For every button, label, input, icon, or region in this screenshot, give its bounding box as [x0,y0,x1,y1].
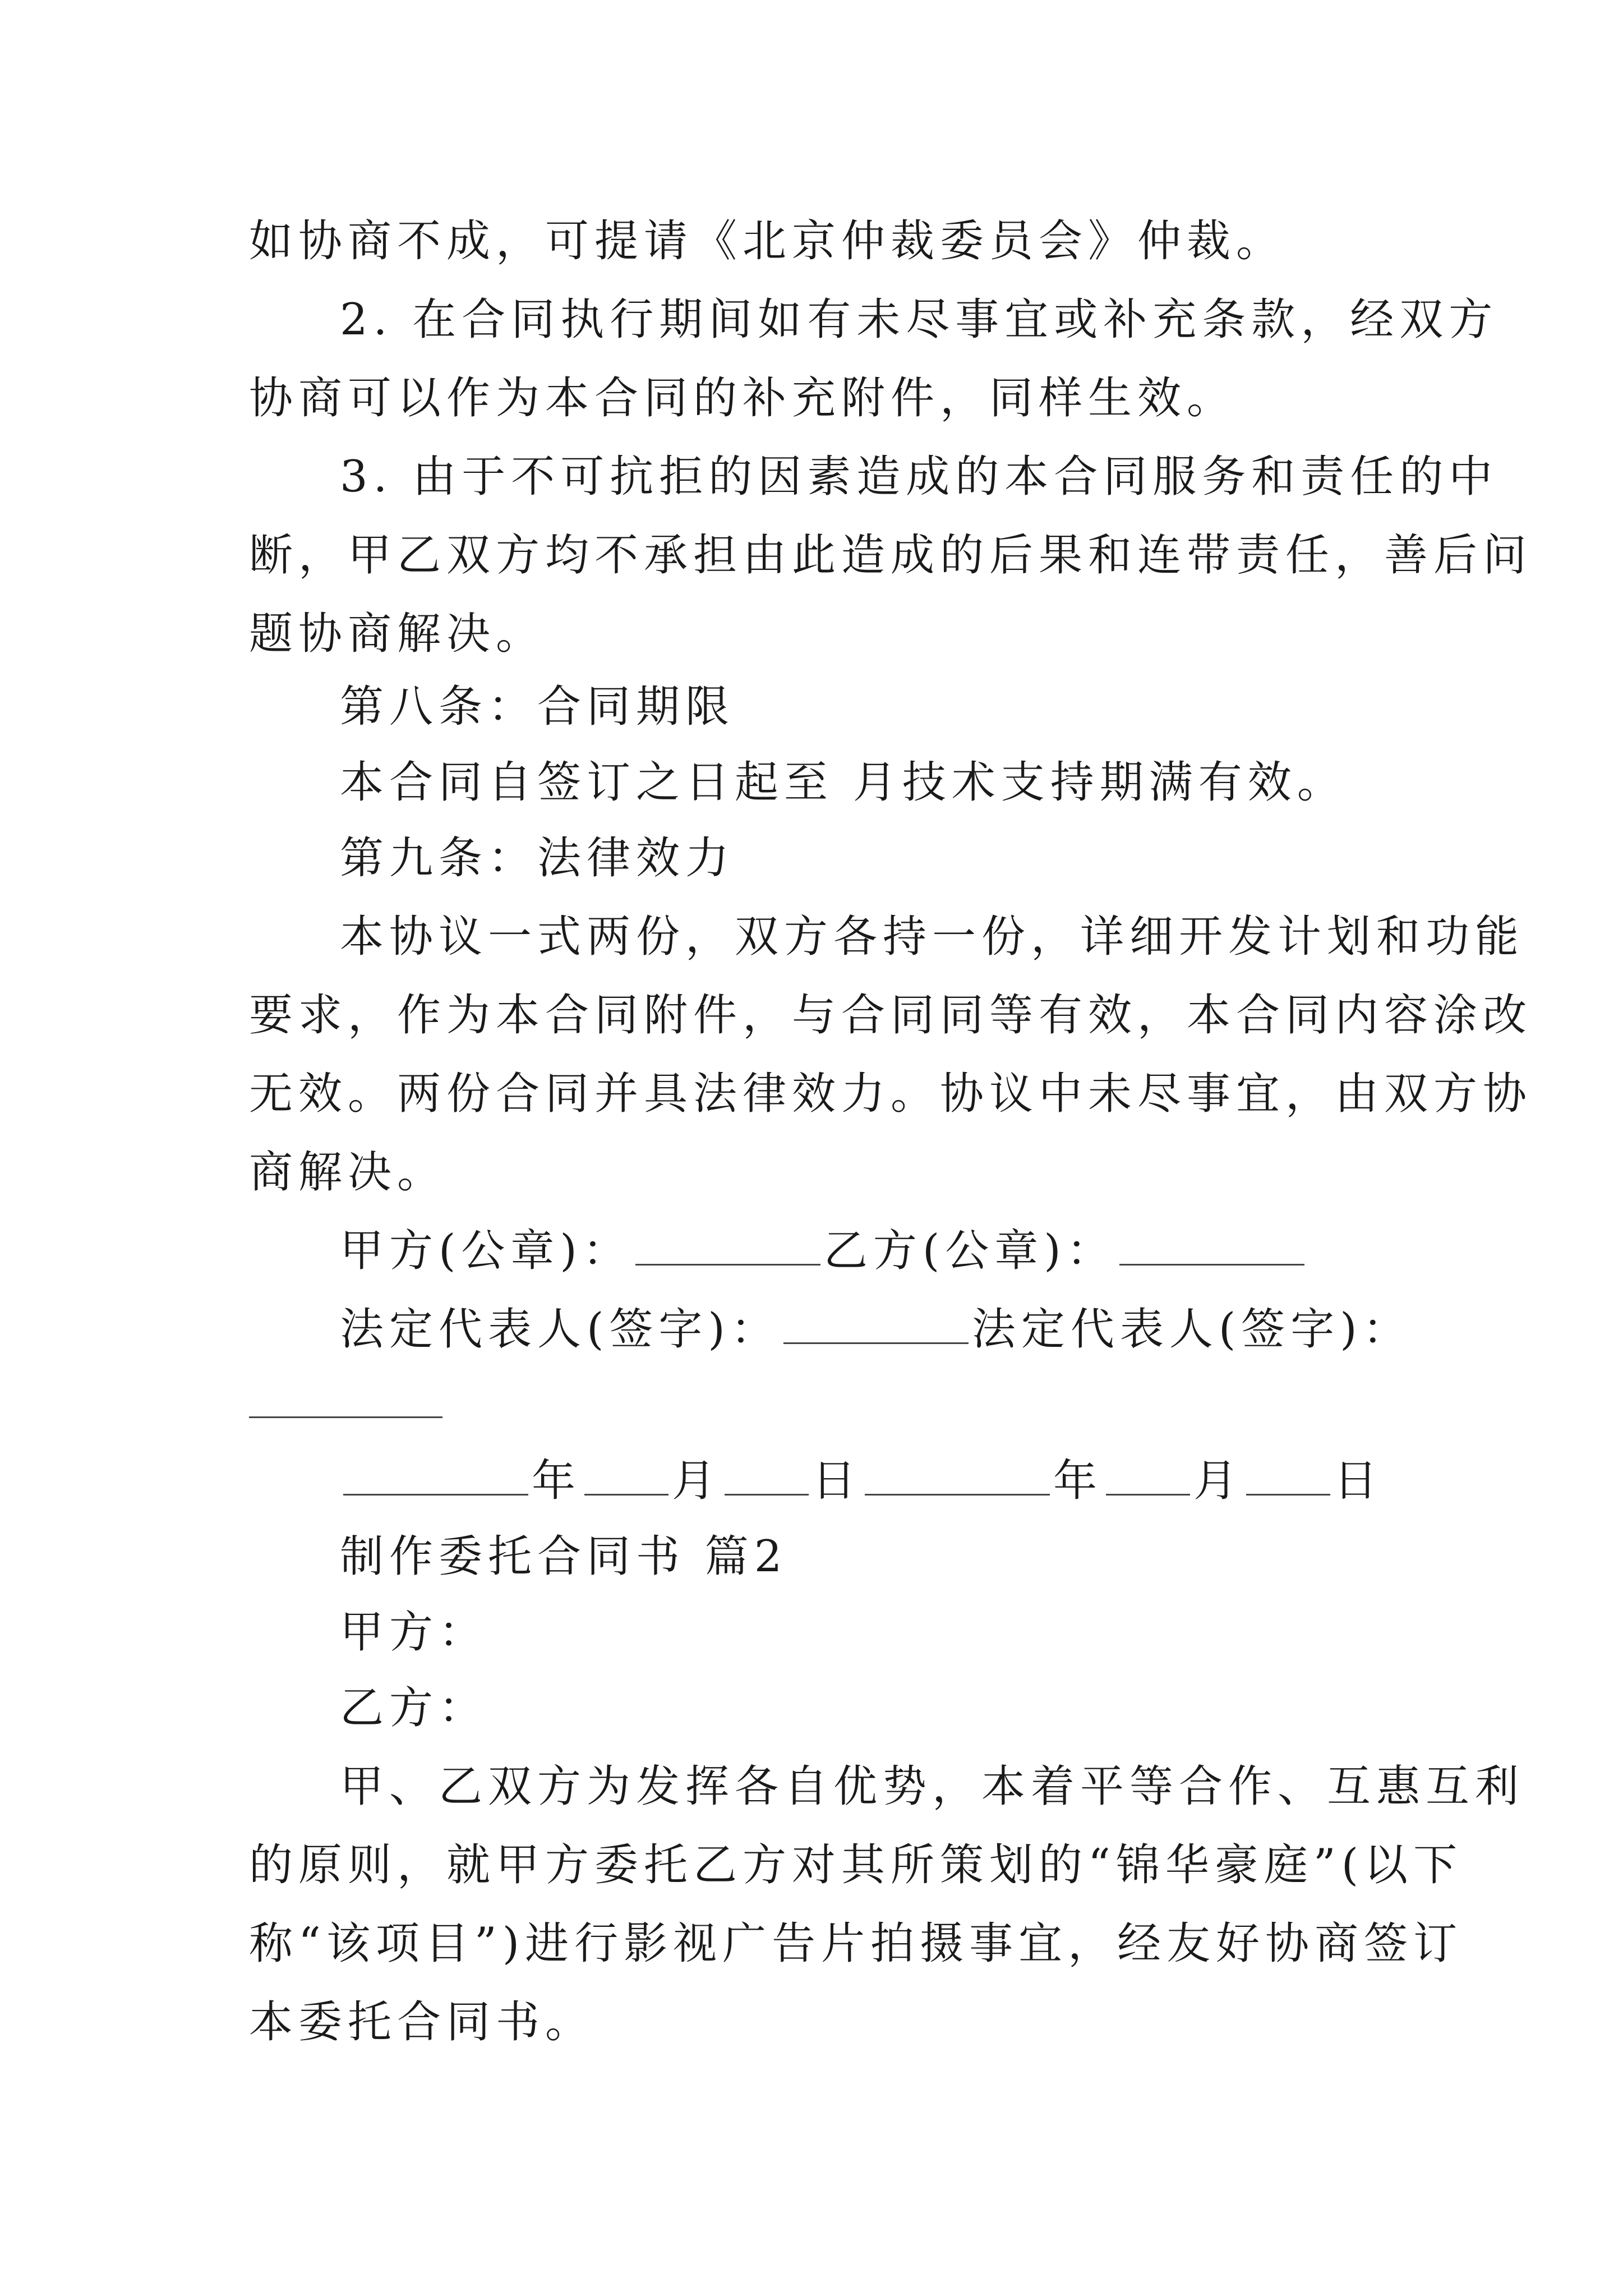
paragraph-line: 的原则，就甲方委托乙方对其所策划的“锦华豪庭”(以下 [249,1840,1463,1890]
day-label: 日 [1334,1456,1384,1506]
paragraph-line: 要求，作为本合同附件，与合同同等有效，本合同内容涂改 [249,990,1533,1041]
article-9-heading: 第九条：法律效力 [340,833,735,884]
year-blank-b[interactable] [865,1455,1050,1496]
section-title: 制作委托合同书 篇2 [340,1531,788,1582]
paragraph-line: 如协商不成，可提请《北京仲裁委员会》仲裁。 [249,216,1286,266]
party-b-seal-label: 乙方(公章)： [823,1226,1116,1276]
year-label: 年 [532,1456,582,1506]
seal-line [340,1223,1484,1279]
clause-3-line: 3. 由于不可抗拒的因素造成的本合同服务和责任的中 [340,452,1498,502]
day-blank-b[interactable] [1246,1455,1330,1496]
paragraph-line: 商解决。 [249,1147,447,1198]
party-b-line: 乙方： [340,1683,488,1733]
month-label: 月 [1193,1456,1243,1506]
date-line [340,1453,1484,1509]
paragraph-line: 无效。两份合同并具法律效力。协议中未尽事宜，由双方协 [249,1069,1533,1119]
paragraph-line: 断，甲乙双方均不承担由此造成的后果和连带责任，善后问 [249,530,1533,581]
legal-rep-a-label: 法定代表人(签字)： [340,1304,780,1355]
legal-rep-b-label: 法定代表人(签字)： [971,1304,1412,1355]
month-label: 月 [672,1456,722,1506]
day-label: 日 [812,1456,862,1506]
legal-rep-b-blank[interactable] [249,1416,442,1418]
year-label: 年 [1053,1456,1103,1506]
year-blank-a[interactable] [343,1455,528,1496]
paragraph-line: 协商可以作为本合同的补充附件，同样生效。 [249,373,1237,424]
month-blank-a[interactable] [584,1455,668,1496]
paragraph-line: 甲、乙双方为发挥各自优势，本着平等合作、互惠互利 [340,1761,1525,1812]
legal-rep-a-blank[interactable] [783,1303,969,1344]
party-a-seal-blank[interactable] [635,1225,820,1266]
paragraph-line: 称“该项目”)进行影视广告片拍摄事宜，经友好协商签订 [249,1918,1463,1969]
legal-rep-line [340,1301,1484,1358]
party-a-line: 甲方： [340,1607,488,1658]
party-a-seal-label: 甲方(公章)： [340,1226,632,1276]
clause-2-line: 2. 在合同执行期间如有未尽事宜或补充条款，经双方 [340,295,1498,345]
paragraph-line: 本协议一式两份，双方各持一份，详细开发计划和功能 [340,912,1525,962]
paragraph-line: 本委托合同书。 [249,1997,595,2047]
day-blank-a[interactable] [725,1455,809,1496]
party-b-seal-blank[interactable] [1119,1225,1304,1266]
paragraph-line: 本合同自签订之日起至 月技术支持期满有效。 [340,757,1347,808]
article-8-heading: 第八条：合同期限 [340,682,735,732]
paragraph-line: 题协商解决。 [249,609,546,659]
month-blank-b[interactable] [1106,1455,1190,1496]
